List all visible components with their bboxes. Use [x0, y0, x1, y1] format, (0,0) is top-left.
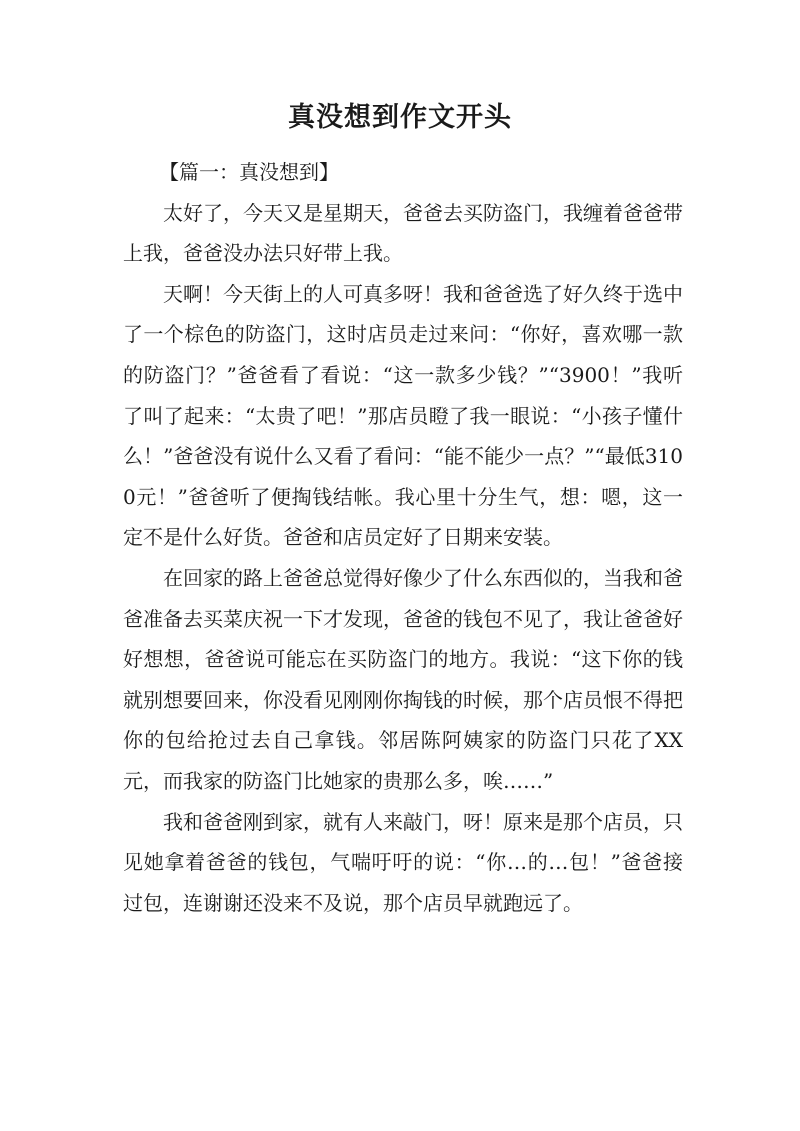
document-title: 真没想到作文开头 [288, 102, 512, 133]
paragraph-3: 在回家的路上爸爸总觉得好像少了什么东西似的，当我和爸爸准备去买菜庆祝一下才发现，爸爸的钱包不见了，我让爸爸好好想想，爸爸说可能忘在买防盗门的地方。我说：“这下你的钱就别想要回来，你没看见刚刚你掏钱的时候，那个店员恨不得把你的包给抢过去自己拿钱。邻居陈阿姨家的防盗门只花了XX元，而我家的防盗门比她家的贵那么多，唉……” [123, 565, 683, 793]
paragraph-4: 我和爸爸刚到家，就有人来敲门，呀！原来是那个店员，只见她拿着爸爸的钱包，气喘吁吁的说：“你…的…包！”爸爸接过包，连谢谢还没来不及说，那个店员早就跑远了。 [123, 809, 683, 915]
paragraph-2: 天啊！今天街上的人可真多呀！我和爸爸选了好久终于选中了一个棕色的防盗门，这时店员走过来问：“你好，喜欢哪一款的防盗门？”爸爸看了看说：“这一款多少钱？”“3900！”我听了叫了起来：“太贵了吧！”那店员瞪了我一眼说：“小孩子懂什么！”爸爸没有说什么又看了看问：“能不能少一点？”“最低3100元！”爸爸听了便掏钱结帐。我心里十分生气，想：嗯，这一定不是什么好货。爸爸和店员定好了日期来安装。 [123, 281, 683, 550]
paragraph-1: 太好了，今天又是星期天，爸爸去买防盗门，我缠着爸爸带上我，爸爸没办法只好带上我。 [123, 200, 683, 266]
section-heading: 【篇一：真没想到】 [159, 160, 339, 184]
document-body [123, 152, 683, 923]
